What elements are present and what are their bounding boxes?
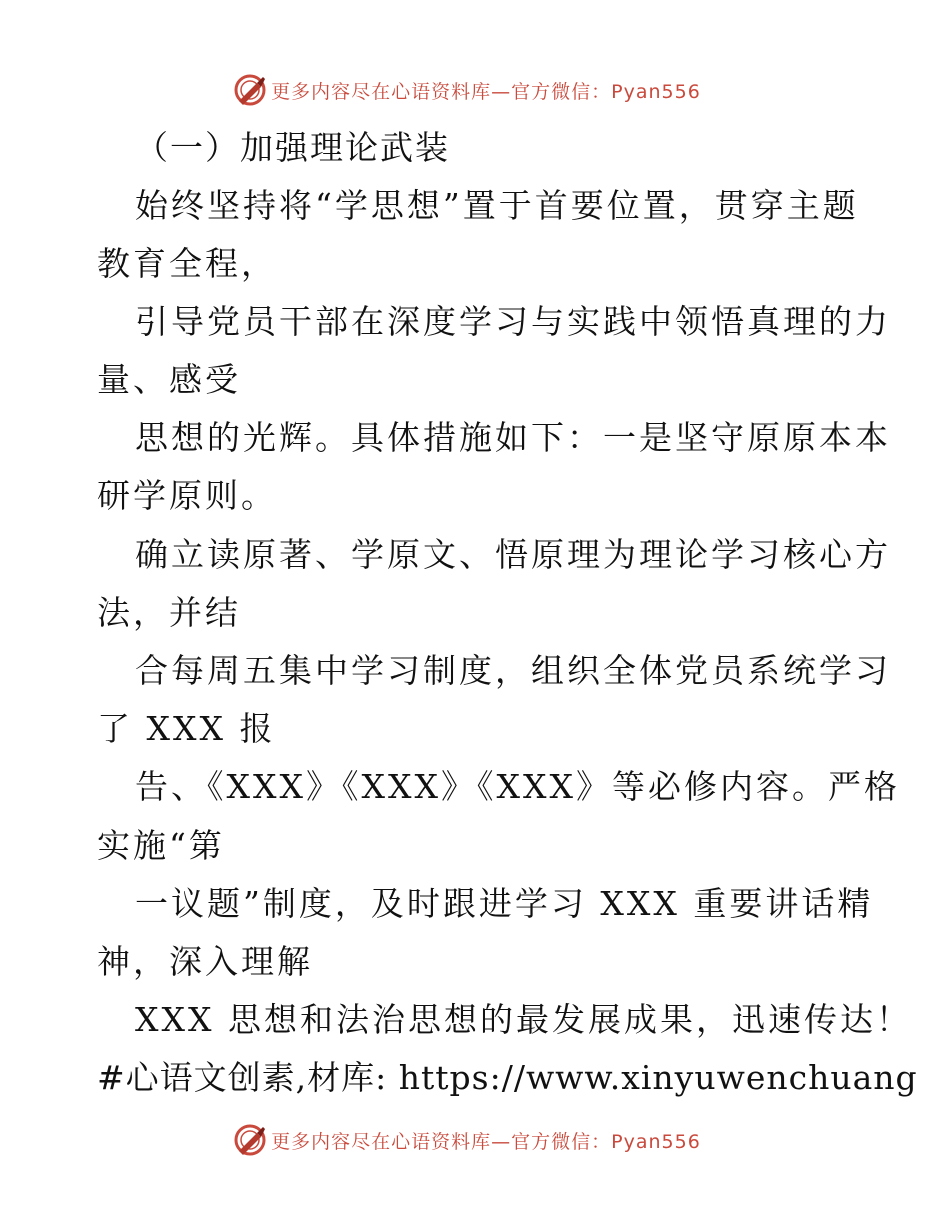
paragraph-line: 研学原则。	[97, 476, 277, 515]
paragraph-line: 始终坚持将“学思想”置于首要位置，贯穿主题	[135, 186, 859, 225]
section-heading: （一）加强理论武装	[135, 128, 450, 167]
paragraph-line: XXX 思想和法治思想的最发展成果，迅速传达！	[135, 1000, 912, 1039]
paragraph-line: 合每周五集中学习制度，组织全体党员系统学习	[135, 651, 891, 690]
header-watermark-banner	[0, 72, 950, 108]
pen-logo-icon	[233, 73, 267, 107]
paragraph-line: 了 XXX 报	[97, 709, 276, 748]
source-link-line: #心语文创素,材库: https://www.xinyuwenchuang	[97, 1058, 918, 1097]
paragraph-line: 神，深入理解	[97, 942, 313, 981]
footer-watermark-text: 更多内容尽在心语资料库—官方微信：Pyan556	[271, 1130, 701, 1153]
paragraph-line: 量、感受	[97, 360, 241, 399]
paragraph-line: 一议题”制度，及时跟进学习 XXX 重要讲话精	[135, 884, 874, 923]
paragraph-line: 确立读原著、学原文、悟原理为理论学习核心方	[135, 535, 891, 574]
header-watermark-text: 更多内容尽在心语资料库—官方微信：Pyan556	[271, 80, 701, 103]
paragraph-line: 教育全程，	[97, 244, 277, 283]
pen-logo-icon	[233, 1123, 267, 1157]
footer-watermark-banner	[0, 1122, 950, 1158]
paragraph-line: 法，并结	[97, 593, 241, 632]
paragraph-line: 告、《XXX》《XXX》《XXX》等必修内容。严格	[135, 767, 900, 806]
paragraph-line: 实施“第	[97, 826, 225, 865]
paragraph-line: 思想的光辉。具体措施如下：一是坚守原原本本	[135, 418, 891, 457]
paragraph-line: 引导党员干部在深度学习与实践中领悟真理的力	[135, 302, 891, 341]
